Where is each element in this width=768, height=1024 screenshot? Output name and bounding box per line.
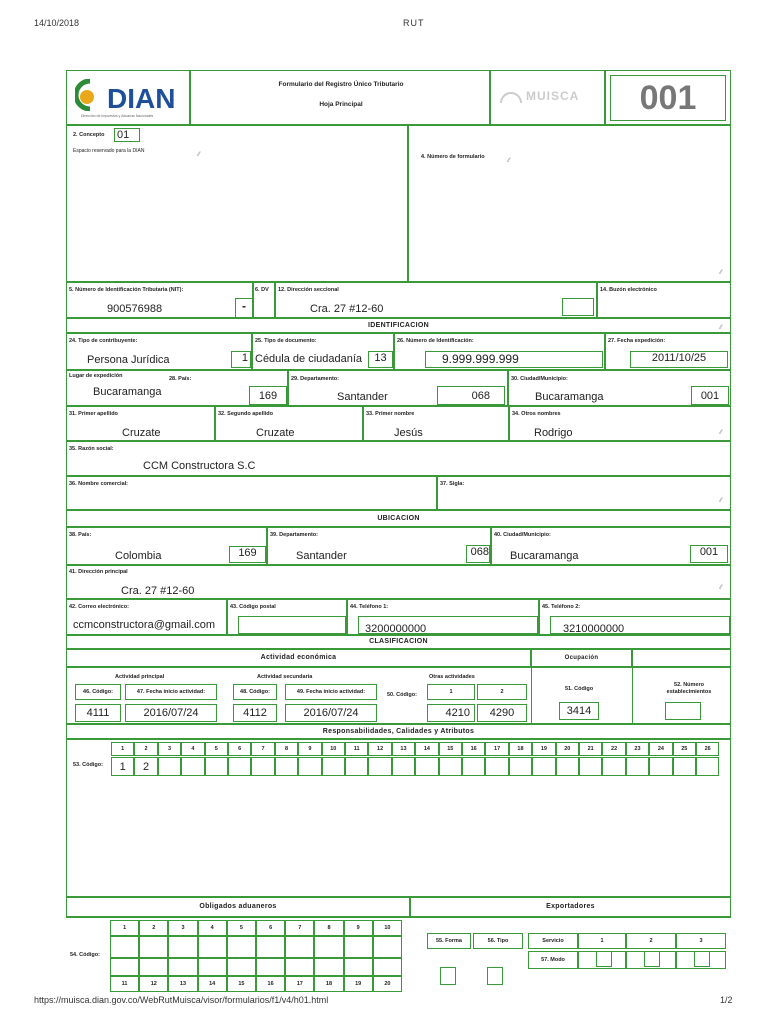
- resp-value[interactable]: [181, 757, 204, 776]
- form-code-area: [605, 70, 731, 125]
- resp-value[interactable]: [158, 757, 181, 776]
- resp-value[interactable]: [322, 757, 345, 776]
- c49-value[interactable]: 2016/07/24: [285, 704, 377, 722]
- ciudad-exp-cell: [508, 370, 731, 406]
- c50-label: 50. Código:: [387, 692, 417, 698]
- aduanero-number: 16: [256, 976, 285, 992]
- aduanero-box[interactable]: [227, 958, 256, 976]
- aduanero-number: 14: [198, 976, 227, 992]
- primer-apellido-cell: [66, 406, 215, 441]
- aduanero-box[interactable]: [344, 958, 373, 976]
- resp-value[interactable]: [532, 757, 555, 776]
- resp-number: 18: [509, 742, 532, 756]
- print-date: 14/10/2018: [34, 18, 80, 28]
- fecha-expedicion-value[interactable]: 2011/10/25: [630, 351, 728, 368]
- ciudad-value[interactable]: Bucaramanga: [510, 550, 579, 562]
- numero-identificacion-value[interactable]: 9.999.999.999: [425, 351, 603, 368]
- resp-number: 24: [649, 742, 672, 756]
- aduanero-box[interactable]: [198, 958, 227, 976]
- c47-label: 47. Fecha inicio actividad:: [125, 684, 217, 700]
- telefono1-label: 44. Teléfono 1:: [350, 604, 389, 610]
- aduanero-number: 12: [139, 976, 168, 992]
- direccion-cell: [66, 565, 731, 599]
- resp-number: 4: [181, 742, 204, 756]
- aduanero-number: 5: [227, 920, 256, 936]
- otros-nombres-value[interactable]: Rodrigo: [534, 427, 573, 439]
- form-title-area: [190, 70, 490, 125]
- ciudad-label: 40. Ciudad/Municipio:: [494, 532, 551, 538]
- aduanero-box[interactable]: [168, 958, 197, 976]
- resp-number: 8: [275, 742, 298, 756]
- c51-value[interactable]: 3414: [559, 702, 599, 720]
- modo-1-box[interactable]: [596, 951, 612, 967]
- dv-label: 6. DV: [255, 287, 269, 293]
- modo-label: 57. Modo: [528, 951, 578, 969]
- dian-logo-icon: [75, 79, 105, 111]
- resize-grip-icon: ⁄⁄: [508, 158, 511, 164]
- telefono2-value[interactable]: 3210000000: [550, 616, 730, 634]
- c52-box[interactable]: [665, 702, 701, 720]
- c48-label: 48. Código:: [233, 684, 277, 700]
- aduanero-number: 2: [139, 920, 168, 936]
- tipo-contribuyente-code[interactable]: 1: [231, 351, 251, 368]
- c46-value[interactable]: 4111: [75, 704, 121, 722]
- resp-value[interactable]: [602, 757, 625, 776]
- responsabilidades-area: [66, 739, 731, 897]
- resp-number: 26: [696, 742, 719, 756]
- direccion-value[interactable]: Cra. 27 #12-60: [121, 585, 195, 597]
- resp-value[interactable]: 1: [111, 757, 134, 776]
- resp-number: 23: [626, 742, 649, 756]
- aduanero-number: 11: [110, 976, 139, 992]
- logo-area: [66, 70, 190, 125]
- c50-header-2: 2: [477, 684, 527, 700]
- c46-label: 46. Código:: [75, 684, 121, 700]
- aduanero-box[interactable]: [227, 936, 256, 958]
- resp-value[interactable]: [345, 757, 368, 776]
- codigo-postal-label: 43. Código postal: [230, 604, 276, 610]
- razon-social-value[interactable]: CCM Constructora S.C: [143, 460, 256, 472]
- nombre-comercial-cell: [66, 476, 437, 510]
- departamento-exp-label: 29. Departamento:: [291, 376, 339, 382]
- resp-number: 22: [602, 742, 625, 756]
- section-identificacion: IDENTIFICACION: [66, 318, 731, 333]
- tipo-contribuyente-value[interactable]: Persona Jurídica: [87, 354, 170, 366]
- resp-number: 5: [205, 742, 228, 756]
- pais-code[interactable]: 169: [229, 546, 266, 563]
- resp-value[interactable]: [368, 757, 391, 776]
- resize-grip-icon: ⁄⁄: [198, 152, 201, 158]
- telefono2-label: 45. Teléfono 2:: [542, 604, 581, 610]
- tipo-documento-code[interactable]: 13: [368, 351, 393, 368]
- tipo-contribuyente-cell: [66, 333, 252, 370]
- departamento-label: 39. Departamento:: [270, 532, 318, 538]
- numero-identificacion-label: 26. Número de Identificación:: [397, 338, 474, 344]
- lugar-expedicion-cell: [66, 370, 288, 406]
- resp-value[interactable]: 2: [134, 757, 157, 776]
- resp-value[interactable]: [485, 757, 508, 776]
- resp-value[interactable]: [649, 757, 672, 776]
- lugar-expedicion-value[interactable]: Bucaramanga: [93, 386, 162, 398]
- resp-number: 2: [134, 742, 157, 756]
- aduanero-number: 6: [256, 920, 285, 936]
- departamento-cell: [267, 527, 491, 565]
- reserved-text: Espacio reservado para la DIAN: [73, 148, 145, 154]
- form-number-label: 4. Número de formulario: [421, 154, 485, 160]
- aduanero-box[interactable]: [139, 958, 168, 976]
- tipo-contribuyente-label: 24. Tipo de contribuyente:: [69, 338, 138, 344]
- ciudad-cell: [491, 527, 731, 565]
- print-title: RUT: [403, 18, 425, 28]
- resp-number: 3: [158, 742, 181, 756]
- c50-value-2[interactable]: 4290: [477, 704, 527, 722]
- primer-apellido-label: 31. Primer apellido: [69, 411, 118, 417]
- aduanero-number: 8: [314, 920, 343, 936]
- resp-number: 21: [579, 742, 602, 756]
- resp-number: 7: [251, 742, 274, 756]
- buzon-cell: [597, 282, 731, 318]
- resp-number: 19: [532, 742, 555, 756]
- aduanero-box[interactable]: [110, 936, 139, 958]
- ciudad-code[interactable]: 001: [690, 545, 728, 563]
- aduanero-number: 10: [373, 920, 402, 936]
- seccional-cell: [275, 282, 597, 318]
- resp-value[interactable]: [439, 757, 462, 776]
- numero-identificacion-cell: [394, 333, 605, 370]
- resp-number: 17: [485, 742, 508, 756]
- otros-nombres-cell: [509, 406, 731, 441]
- seccional-label: 12. Dirección seccional: [278, 287, 339, 293]
- resize-grip-icon: ⁄⁄: [720, 270, 723, 276]
- aduanero-number: 13: [168, 976, 197, 992]
- ocupacion-header: Ocupación: [531, 649, 632, 667]
- sigla-label: 37. Sigla:: [440, 481, 465, 487]
- resp-value[interactable]: [415, 757, 438, 776]
- servicio-3: 3: [676, 933, 726, 949]
- segundo-apellido-cell: [215, 406, 363, 441]
- form-number-area: [408, 125, 731, 282]
- resp-number: 11: [345, 742, 368, 756]
- codigo-postal-cell: [227, 599, 347, 635]
- dian-tagline: Dirección de Impuestos y Aduanas Nacionales: [81, 114, 154, 118]
- ciudad-exp-label: 30. Ciudad/Municipio:: [511, 376, 568, 382]
- aduanero-box[interactable]: [110, 958, 139, 976]
- lugar-expedicion-label: Lugar de expedición: [69, 373, 123, 379]
- telefono1-cell: [347, 599, 539, 635]
- resp-number: 9: [298, 742, 321, 756]
- segundo-apellido-value[interactable]: Cruzate: [256, 427, 295, 439]
- aduanero-box[interactable]: [256, 936, 285, 958]
- fecha-expedicion-cell: [605, 333, 731, 370]
- page-number: 1/2: [720, 995, 733, 1005]
- primer-apellido-value[interactable]: Cruzate: [122, 427, 161, 439]
- aduanero-box[interactable]: [373, 958, 402, 976]
- tipo-box[interactable]: [487, 967, 503, 985]
- aduanero-box[interactable]: [139, 936, 168, 958]
- resp-number: 20: [556, 742, 579, 756]
- actividades-row: [66, 667, 731, 724]
- ciudad-exp-code[interactable]: 001: [691, 386, 729, 405]
- fecha-expedicion-label: 27. Fecha expedición:: [608, 338, 666, 344]
- razon-social-label: 35. Razón social:: [69, 446, 114, 452]
- tipo-documento-value[interactable]: Cédula de ciudadanía: [255, 353, 363, 365]
- c50-header-1: 1: [427, 684, 475, 700]
- resp-number: 12: [368, 742, 391, 756]
- actividad-economica-header: Actividad económica: [66, 649, 531, 667]
- aduanero-number: 20: [373, 976, 402, 992]
- pais-value[interactable]: Colombia: [115, 550, 162, 562]
- departamento-value[interactable]: Santander: [296, 550, 347, 562]
- nombre-comercial-label: 36. Nombre comercial:: [69, 481, 128, 487]
- correo-value[interactable]: ccmconstructora@gmail.com: [73, 619, 215, 631]
- aduanero-box[interactable]: [256, 958, 285, 976]
- dian-logo-text: DIAN: [107, 83, 176, 114]
- aduanero-box[interactable]: [314, 936, 343, 958]
- resp-number: 10: [322, 742, 345, 756]
- aduanero-number: 4: [198, 920, 227, 936]
- form-title: Formulario del Registro Único Tributario: [278, 81, 404, 88]
- seccional-code-box[interactable]: [562, 298, 594, 316]
- modo-2-box[interactable]: [644, 951, 660, 967]
- aduanero-number: 18: [314, 976, 343, 992]
- aduanero-number: 9: [344, 920, 373, 936]
- aduanero-box[interactable]: [285, 936, 314, 958]
- form-code: 001: [639, 79, 697, 117]
- resp-value[interactable]: [205, 757, 228, 776]
- tipo-documento-cell: [252, 333, 394, 370]
- resp-value[interactable]: [626, 757, 649, 776]
- actividad-principal-label: Actividad principal: [115, 674, 165, 680]
- nit-value[interactable]: 900576988: [107, 303, 163, 315]
- modo-3-box[interactable]: [694, 951, 710, 967]
- nit-cell: [66, 282, 253, 318]
- section-ubicacion: UBICACION: [66, 510, 731, 527]
- responsabilidades-header: Responsabilidades, Calidades y Atributos: [66, 724, 731, 739]
- resp-value[interactable]: [275, 757, 298, 776]
- resp-number: 1: [111, 742, 134, 756]
- otras-actividades-label: Otras actividades: [429, 674, 475, 680]
- correo-cell: [66, 599, 227, 635]
- resize-grip-icon: ⁄⁄: [720, 585, 723, 591]
- print-url[interactable]: https://muisca.dian.gov.co/WebRutMuisca/visor/formularios/f1/v4/h01.html: [34, 995, 329, 1005]
- resp-value[interactable]: [579, 757, 602, 776]
- resp-value[interactable]: [509, 757, 532, 776]
- resp-value[interactable]: [228, 757, 251, 776]
- pais-label: 38. País:: [69, 532, 92, 538]
- aduanero-box[interactable]: [168, 936, 197, 958]
- aduanero-number: 15: [227, 976, 256, 992]
- form-code-box: [610, 75, 726, 121]
- concepto-label: 2. Concepto: [73, 132, 105, 138]
- otros-nombres-label: 34. Otros nombres: [512, 411, 561, 417]
- aduanero-box[interactable]: [285, 958, 314, 976]
- aduaneros-header: Obligados aduaneros: [66, 897, 410, 917]
- segundo-apellido-label: 32. Segundo apellido: [218, 411, 274, 417]
- primer-nombre-cell: [363, 406, 509, 441]
- resp-value[interactable]: [392, 757, 415, 776]
- correo-label: 42. Correo electrónico:: [69, 604, 129, 610]
- tipo-documento-label: 25. Tipo de documento:: [255, 338, 317, 344]
- aduaneros-label: 54. Código:: [70, 952, 100, 958]
- razon-social-cell: [66, 441, 731, 476]
- resp-value[interactable]: [696, 757, 719, 776]
- muisca-sun-icon: [499, 87, 523, 105]
- resp-value[interactable]: [251, 757, 274, 776]
- direccion-label: 41. Dirección principal: [69, 569, 128, 575]
- pais-exp-code[interactable]: 169: [249, 386, 287, 405]
- muisca-logo: MUISCA: [526, 89, 580, 103]
- resp-number: 13: [392, 742, 415, 756]
- responsabilidades-label: 53. Código:: [73, 762, 103, 768]
- aduanero-box[interactable]: [344, 936, 373, 958]
- resize-grip-icon: ⁄⁄: [720, 498, 723, 504]
- telefono1-value[interactable]: 3200000000: [358, 616, 538, 634]
- pais-exp-label: 28. País:: [169, 376, 192, 382]
- tipo-label: 56. Tipo: [473, 933, 523, 949]
- concepto-value[interactable]: 01: [114, 128, 140, 142]
- aduanero-box[interactable]: [373, 936, 402, 958]
- resp-value[interactable]: [298, 757, 321, 776]
- resp-number: 25: [673, 742, 696, 756]
- buzon-label: 14. Buzón electrónico: [600, 287, 657, 293]
- resp-value[interactable]: [556, 757, 579, 776]
- servicio-label: Servicio: [528, 933, 578, 949]
- actividad-secundaria-label: Actividad secundaria: [257, 674, 313, 680]
- form-subtitle: Hoja Principal: [319, 101, 363, 108]
- reserved-area: [66, 125, 408, 282]
- servicio-1: 1: [578, 933, 626, 949]
- aduanero-number: 19: [344, 976, 373, 992]
- telefono2-cell: [539, 599, 731, 635]
- departamento-exp-cell: [288, 370, 508, 406]
- aduanero-number: 7: [285, 920, 314, 936]
- resize-grip-icon: ⁄⁄: [720, 430, 723, 436]
- pais-cell: [66, 527, 267, 565]
- resp-number: 16: [462, 742, 485, 756]
- departamento-exp-value[interactable]: Santander: [337, 391, 388, 403]
- c50-value-1[interactable]: 4210: [427, 704, 475, 722]
- c52-label: 52. Número establecimientos: [666, 682, 712, 695]
- c51-label: 51. Código: [565, 686, 594, 692]
- nit-label: 5. Número de Identificación Tributaria (NIT):: [69, 287, 184, 293]
- resp-number: 14: [415, 742, 438, 756]
- ciudad-exp-value[interactable]: Bucaramanga: [535, 391, 604, 403]
- aduanero-box[interactable]: [314, 958, 343, 976]
- departamento-code[interactable]: 068: [466, 545, 490, 563]
- resp-value[interactable]: [673, 757, 696, 776]
- section-clasificacion: CLASIFICACION: [66, 635, 731, 649]
- c49-label: 49. Fecha inicio actividad:: [285, 684, 377, 700]
- c47-value[interactable]: 2016/07/24: [125, 704, 217, 722]
- primer-nombre-label: 33. Primer nombre: [366, 411, 415, 417]
- aduanero-number: 3: [168, 920, 197, 936]
- sigla-cell: [437, 476, 731, 510]
- primer-nombre-value[interactable]: Jesús: [394, 427, 423, 439]
- resp-number: 15: [439, 742, 462, 756]
- forma-box[interactable]: [440, 967, 456, 985]
- c48-value[interactable]: 4112: [233, 704, 277, 722]
- forma-label: 55. Forma: [427, 933, 471, 949]
- aduanero-box[interactable]: [198, 936, 227, 958]
- codigo-postal-box[interactable]: [238, 616, 346, 634]
- exportadores-header: Exportadores: [410, 897, 731, 917]
- dv-value[interactable]: -: [235, 298, 253, 318]
- resp-value[interactable]: [462, 757, 485, 776]
- resize-grip-icon: ⁄⁄: [720, 325, 723, 331]
- aduanero-number: 17: [285, 976, 314, 992]
- dv-cell: [253, 282, 275, 318]
- ocupacion-blank: [632, 649, 731, 667]
- aduanero-number: 1: [110, 920, 139, 936]
- servicio-2: 2: [626, 933, 676, 949]
- muisca-area: [490, 70, 605, 125]
- seccional-value[interactable]: Cra. 27 #12-60: [310, 303, 384, 315]
- resp-number: 6: [228, 742, 251, 756]
- departamento-exp-code[interactable]: 068: [437, 386, 505, 405]
